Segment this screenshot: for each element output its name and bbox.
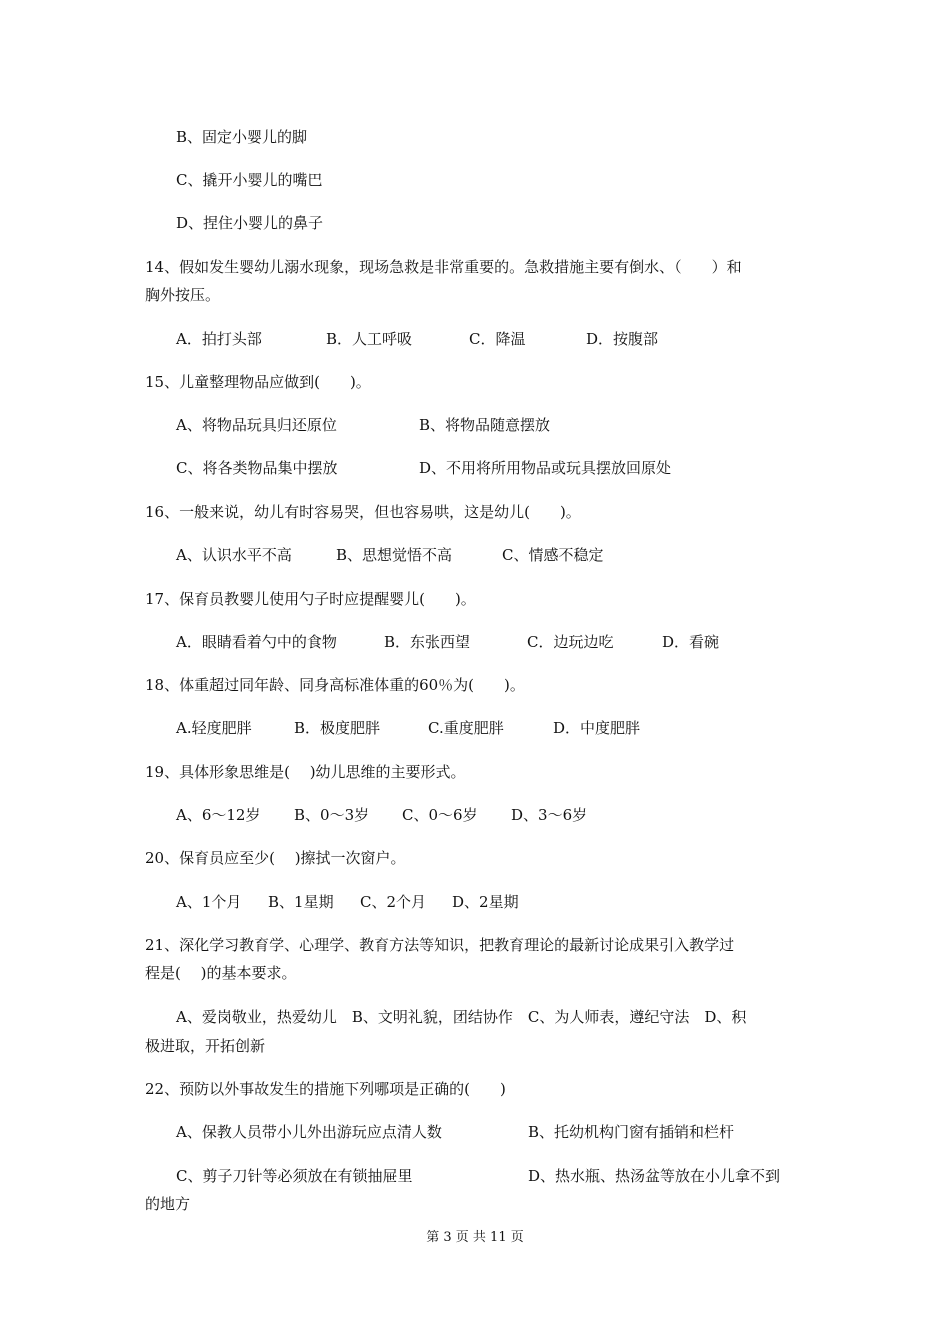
option-16-c: C、情感不稳定 (502, 546, 604, 564)
question-18-stem: 18、体重超过同年龄、同身高标准体重的60％为( )。 (145, 676, 525, 694)
option-16-b: B、思想觉悟不高 (336, 546, 453, 564)
option-20-d: D、2星期 (452, 893, 519, 911)
page-footer: 第 3 页 共 11 页 (426, 1230, 524, 1245)
question-16-stem: 16、一般来说，幼儿有时容易哭，但也容易哄，这是幼儿( )。 (145, 503, 581, 521)
question-14-stem: 14、假如发生婴幼儿溺水现象，现场急救是非常重要的。急救措施主要有倒水、（ ）和 (145, 258, 742, 276)
question-15-stem: 15、儿童整理物品应做到( )。 (145, 373, 371, 391)
option-20-c: C、2个月 (360, 893, 427, 911)
question-20-stem: 20、保育员应至少( )擦拭一次窗户。 (145, 849, 406, 867)
option-17-d: D．看碗 (662, 633, 720, 651)
question-21-stem: 21、深化学习教育学、心理学、教育方法等知识，把教育理论的最新讨论成果引入教学过 (145, 936, 735, 954)
option-17-b: B．东张西望 (384, 633, 471, 651)
option-13-c: C、撬开小婴儿的嘴巴 (176, 171, 323, 189)
option-14-d: D．按腹部 (586, 330, 659, 348)
option-15-c: C、将各类物品集中摆放 (176, 459, 338, 477)
option-17-a: A．眼睛看着勺中的食物 (176, 633, 337, 651)
question-14-stem-cont: 胸外按压。 (145, 286, 221, 304)
question-21-stem-cont: 程是( )的基本要求。 (145, 964, 297, 982)
option-21-line-cont: 极进取，开拓创新 (145, 1037, 266, 1055)
option-18-d: D．中度肥胖 (553, 719, 641, 737)
option-15-b: B、将物品随意摆放 (419, 416, 551, 434)
option-22-a: A、保教人员带小儿外出游玩应点清人数 (176, 1123, 442, 1141)
option-19-a: A、6～12岁 (176, 806, 261, 824)
option-22-d: D、热水瓶、热汤盆等放在小儿拿不到 (528, 1167, 781, 1185)
option-21-line: A、爱岗敬业，热爱幼儿 B、文明礼貌，团结协作 C、为人师表，遵纪守法 D、积 (176, 1008, 747, 1026)
option-22-b: B、托幼机构门窗有插销和栏杆 (528, 1123, 735, 1141)
option-22-c: C、剪子刀针等必须放在有锁抽屉里 (176, 1167, 413, 1185)
option-15-a: A、将物品玩具归还原位 (176, 416, 337, 434)
option-22-d-cont: 的地方 (145, 1195, 191, 1213)
option-13-d: D、捏住小婴儿的鼻子 (176, 214, 324, 232)
option-13-b: B、固定小婴儿的脚 (176, 128, 308, 146)
option-17-c: C．边玩边吃 (527, 633, 614, 651)
option-14-c: C．降温 (469, 330, 526, 348)
option-19-b: B、0～3岁 (294, 806, 370, 824)
option-16-a: A、认识水平不高 (176, 546, 292, 564)
option-20-b: B、1星期 (268, 893, 334, 911)
option-20-a: A、1个月 (176, 893, 242, 911)
option-15-d: D、不用将所用物品或玩具摆放回原处 (419, 459, 672, 477)
option-18-b: B．极度肥胖 (294, 719, 381, 737)
question-22-stem: 22、预防以外事故发生的措施下列哪项是正确的( ) (145, 1080, 506, 1098)
option-18-c: C.重度肥胖 (428, 719, 504, 737)
option-14-a: A．拍打头部 (176, 330, 262, 348)
option-19-d: D、3～6岁 (511, 806, 588, 824)
question-17-stem: 17、保育员教婴儿使用勺子时应提醒婴儿( )。 (145, 590, 476, 608)
option-19-c: C、0～6岁 (402, 806, 478, 824)
option-18-a: A.轻度肥胖 (176, 719, 252, 737)
question-19-stem: 19、具体形象思维是( )幼儿思维的主要形式。 (145, 763, 466, 781)
option-14-b: B．人工呼吸 (326, 330, 413, 348)
